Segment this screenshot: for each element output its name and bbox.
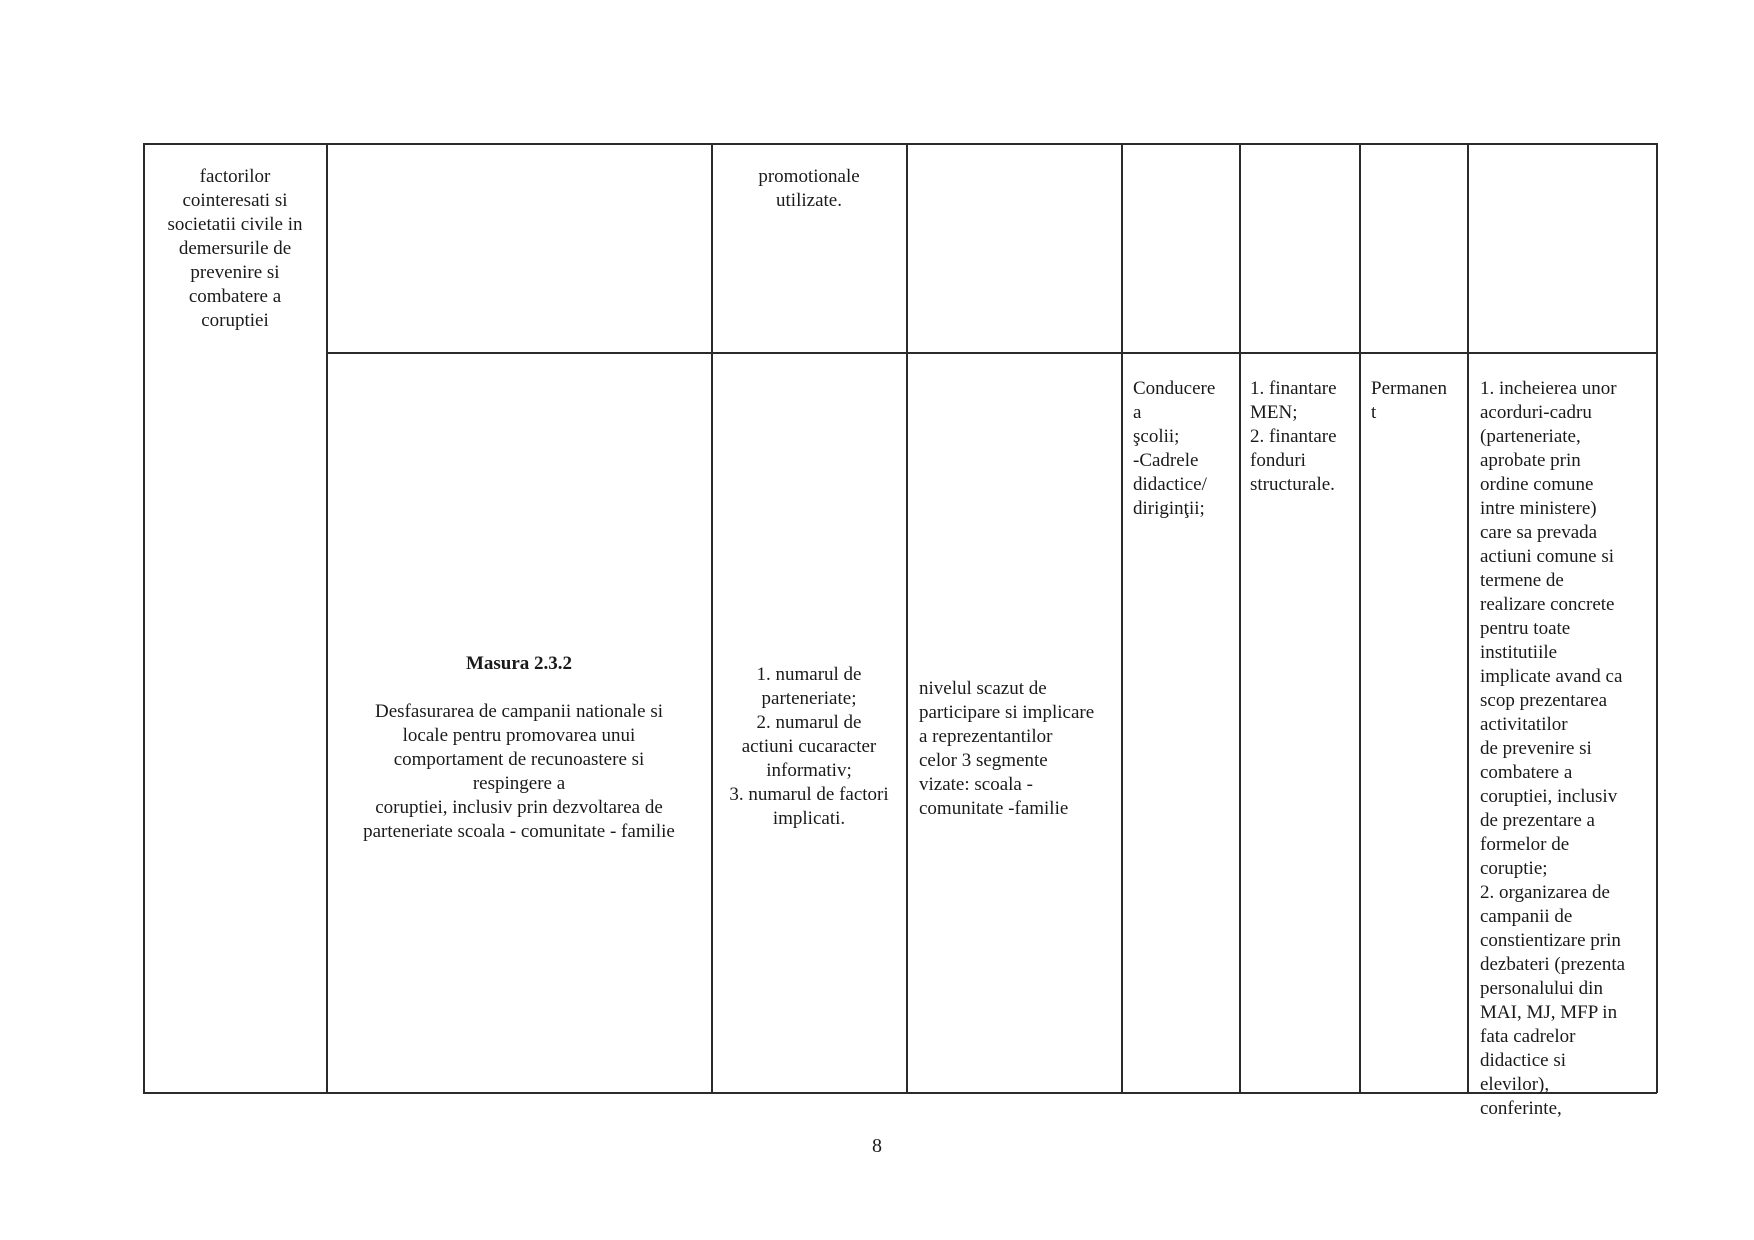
column-divider [1467,143,1469,1093]
column-divider [711,143,713,1093]
indicators-cell [713,639,905,829]
column-divider [326,143,328,1093]
measure-description: Desfasurarea de campanii nationale si locale pentru promovarea unui comportament de recunoastere si respingere a coruptiei, inclusiv prin dezvoltarea de parteneriate scoala - comunitate - familie [363,701,675,842]
objective-text: factorilor cointeresati si societatii civile in demersurile de prevenire si combatere a coruptiei [167,166,303,331]
objective-cell [145,141,325,331]
activities-cell [1480,353,1655,1119]
page-number: 8 [872,1135,882,1157]
indicator-continuation-text: promotionale utilizate. [758,166,860,211]
risks-text: nivelul scazut de participare si implicare a reprezentantilor celor 3 segmente vizate: scoala - comunitate -familie [919,678,1095,819]
column-divider [1121,143,1123,1093]
table-right-border [1656,143,1658,1093]
deadline-cell [1371,353,1466,423]
responsible-text: Conducere a şcolii; -Cadrele didactice/ diriginţii; [1133,378,1216,519]
indicators-text: 1. numarul de parteneriate; 2. numarul de actiuni cucaracter informativ; 3. numarul de factori implicati. [729,664,889,829]
activities-text: 1. incheierea unor acorduri-cadru (parteneriate, aprobate prin ordine comune intre ministere) care sa prevada actiuni comune si termene de realizare concrete pentru toate institutiile implicate avand ca scop prezentarea activitatilor de prevenire si combatere a coruptiei, inclusiv de prezentare a formelor de coruptie; 2. organizarea de campanii de constientizare prin dezbateri (prezenta personalului din MAI, MJ, MFP in fata cadrelor didactice si elevilor), conferinte, [1480,378,1626,1119]
deadline-text: Permanen t [1371,378,1447,423]
column-divider [1239,143,1241,1093]
measure-title: Masura 2.3.2 [465,653,573,674]
resources-cell [1250,353,1358,495]
resources-text: 1. finantare MEN; 2. finantare fonduri structurale. [1250,378,1337,495]
table-bottom-border [143,1092,1657,1094]
column-divider [906,143,908,1093]
responsible-cell [1133,353,1238,519]
indicator-continuation-cell [713,141,905,211]
measure-cell [328,628,710,842]
column-divider [1359,143,1361,1093]
risks-cell [919,653,1119,819]
